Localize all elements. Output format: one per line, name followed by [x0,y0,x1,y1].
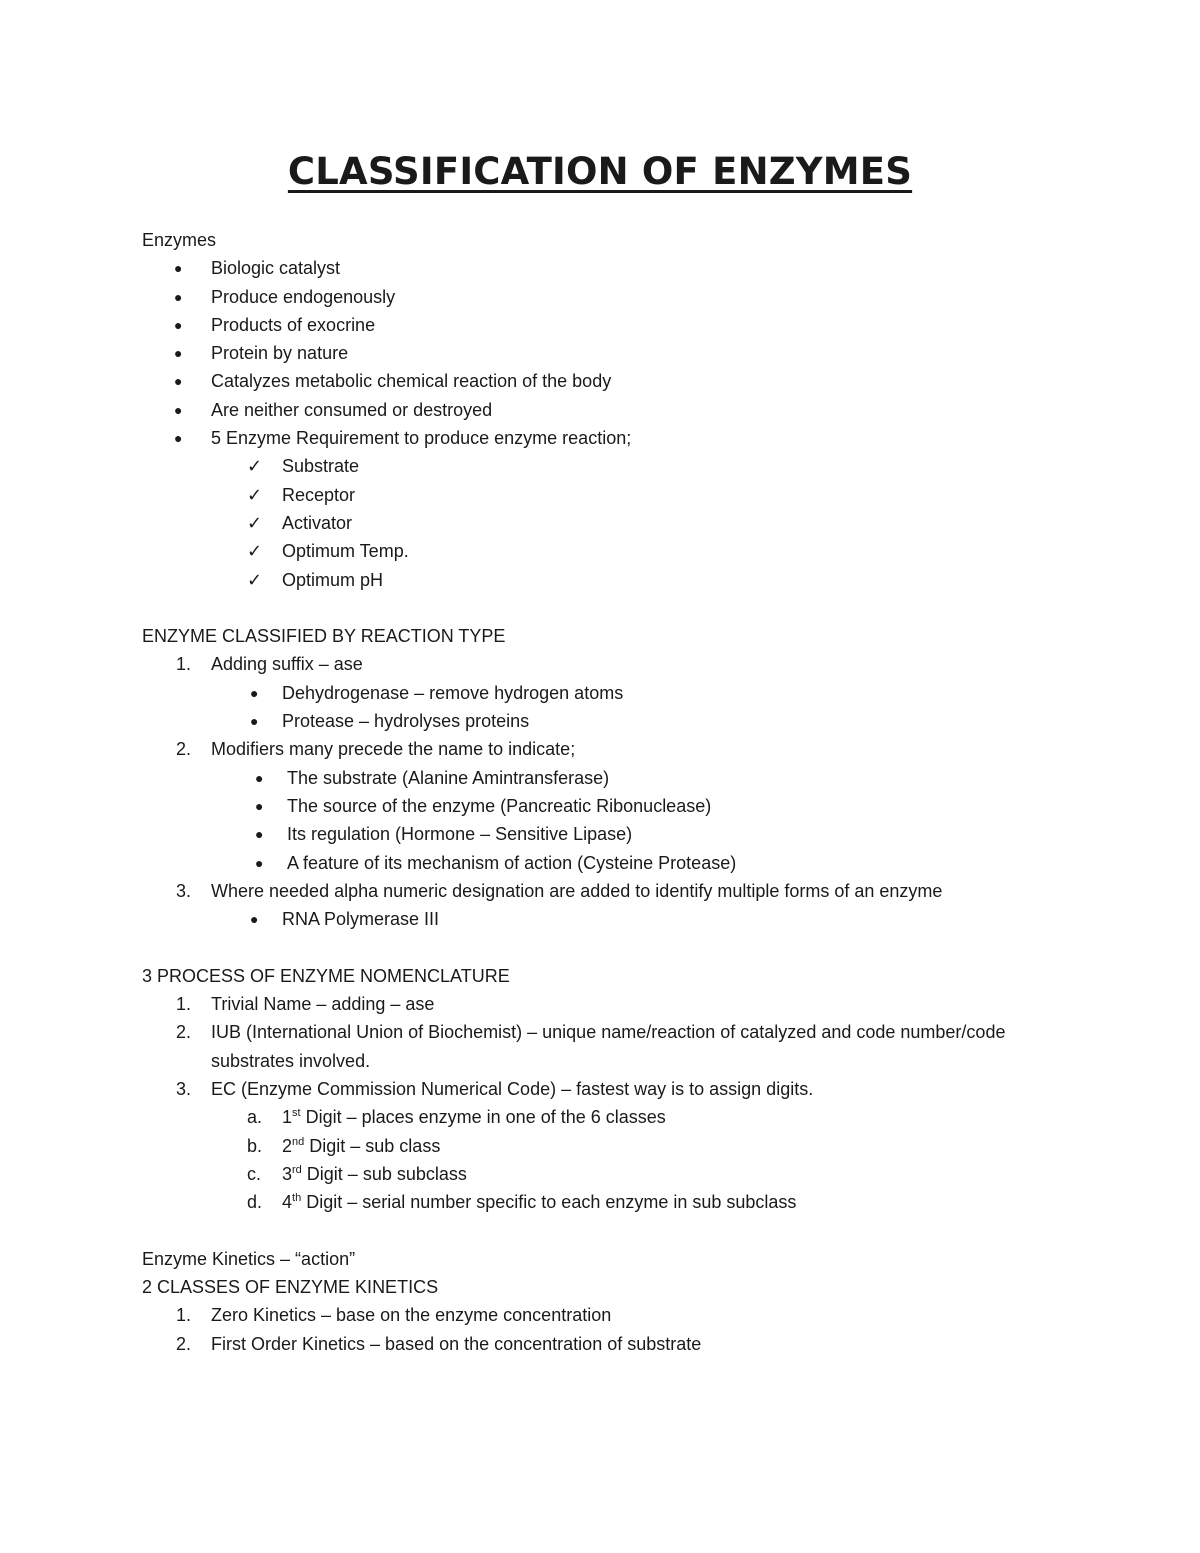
bullet-icon: ● [174,260,183,277]
list-item: ● Are neither consumed or destroyed [142,396,1142,424]
list-item: ● Produce endogenously [142,283,1142,311]
checkmark-icon: ✓ [247,456,263,477]
bullet-icon: ● [250,713,259,730]
numbered-item: 1. Trivial Name – adding – ase [176,994,435,1015]
check-item: ✓ Receptor [142,481,1142,509]
list-item: ● 5 Enzyme Requirement to produce enzyme reaction; [142,424,1142,452]
sub-list-item: ● A feature of its mechanism of action (Cysteine Protease) [142,849,1142,877]
numbered-item: 1. Zero Kinetics – base on the enzyme concentration [176,1305,612,1326]
sub-list-item: ● The substrate (Alanine Amintransferase) [142,764,1142,792]
numbered-item: 3. Where needed alpha numeric designation are added to identify multiple forms of an enzyme [176,880,943,901]
section-heading-reaction-type: ENZYME CLASSIFIED BY REACTION TYPE [142,626,506,647]
numbered-item: 2. First Order Kinetics – based on the concentration of substrate [176,1333,702,1354]
bullet-icon: ● [255,854,264,871]
lettered-item: b. 2nd Digit – sub class [247,1135,441,1156]
numbered-item: 3. EC (Enzyme Commission Numerical Code) – fastest way is to assign digits. [176,1078,814,1099]
check-item: ✓ Optimum Temp. [142,537,1142,565]
bullet-icon: ● [174,373,183,390]
list-item: ● Catalyzes metabolic chemical reaction of the body [142,367,1142,395]
sub-list-item: ● The source of the enzyme (Pancreatic Ribonuclease) [142,792,1142,820]
bullet-icon: ● [250,684,259,701]
bullet-icon: ● [250,911,259,928]
check-item: ✓ Substrate [142,452,1142,480]
section-heading-enzymes: Enzymes [142,230,217,250]
checkmark-icon: ✓ [247,569,263,590]
section-subheading-kinetics-classes: 2 CLASSES OF ENZYME KINETICS [142,1276,439,1297]
bullet-icon: ● [174,288,183,305]
bullet-icon: ● [255,797,264,814]
numbered-item: 2. IUB (International Union of Biochemist) – unique name/reaction of catalyzed and code number/code substrates involved. [176,1022,1006,1071]
document-body [142,226,1142,1358]
checkmark-icon: ✓ [247,512,263,533]
section-heading-nomenclature: 3 PROCESS OF ENZYME NOMENCLATURE [142,965,510,986]
check-item: ✓ Activator [142,509,1142,537]
sub-list-item: ● Protease – hydrolyses proteins [142,707,1142,735]
lettered-item: a. 1st Digit – places enzyme in one of the 6 classes [247,1107,666,1128]
checkmark-icon: ✓ [247,541,263,562]
bullet-icon: ● [255,769,264,786]
bullet-icon: ● [174,345,183,362]
bullet-icon: ● [255,826,264,843]
numbered-item: 1. Adding suffix – ase [176,654,363,675]
bullet-icon: ● [174,430,183,447]
section-heading-kinetics: Enzyme Kinetics – “action” [142,1248,356,1269]
list-item: ● Biologic catalyst [142,254,1142,282]
sub-list-item: ● RNA Polymerase III [142,905,1142,933]
checkmark-icon: ✓ [247,484,263,505]
list-item: ● Products of exocrine [142,311,1142,339]
sub-list-item: ● Its regulation (Hormone – Sensitive Lipase) [142,820,1142,848]
check-item: ✓ Optimum pH [142,566,1142,594]
lettered-item: d. 4th Digit – serial number specific to each enzyme in sub subclass [247,1192,797,1213]
numbered-item: 2. Modifiers many precede the name to indicate; [176,739,576,760]
lettered-item: c. 3rd Digit – sub subclass [247,1163,467,1184]
page-title: CLASSIFICATION OF ENZYMES [287,150,913,193]
list-item: ● Protein by nature [142,339,1142,367]
bullet-icon: ● [174,401,183,418]
bullet-icon: ● [174,316,183,333]
sub-list-item: ● Dehydrogenase – remove hydrogen atoms [142,679,1142,707]
